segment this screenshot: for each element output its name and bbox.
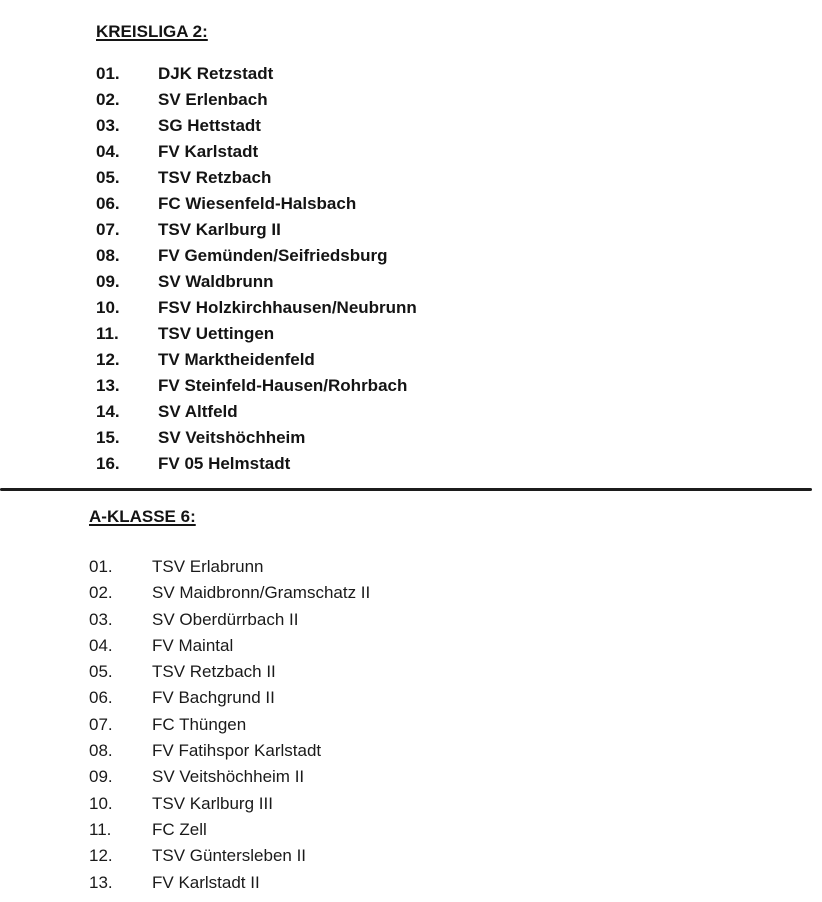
team-name: FC Zell — [152, 819, 207, 839]
team-name: FC Thüngen — [152, 714, 247, 734]
standings-row — [0, 791, 822, 817]
rank-number: 03. — [89, 609, 113, 629]
rank-number: 01. — [96, 64, 120, 83]
rank-number: 06. — [89, 688, 113, 708]
standings-row — [0, 554, 822, 580]
team-name: SV Waldbrunn — [158, 272, 274, 291]
standings-row — [0, 870, 822, 896]
team-name: DJK Retzstadt — [158, 64, 274, 83]
team-name: TSV Uettingen — [158, 324, 275, 343]
rank-number: 04. — [96, 142, 120, 161]
rank-number: 02. — [96, 90, 120, 109]
standings-row — [0, 685, 822, 711]
team-name: TSV Erlabrunn — [152, 557, 264, 576]
standings-row — [0, 61, 822, 87]
team-name: FV Steinfeld-Hausen/Rohrbach — [158, 376, 408, 395]
standings-row — [0, 321, 822, 347]
team-name: FV Maintal — [152, 635, 234, 655]
team-name: TSV Retzbach — [158, 168, 272, 187]
rank-number: 05. — [89, 662, 113, 682]
standings-row — [0, 373, 822, 399]
standings-row — [0, 607, 822, 633]
rank-number: 05. — [96, 168, 120, 187]
aklasse-standings-list — [0, 554, 822, 896]
standings-row — [0, 269, 822, 295]
rank-number: 15. — [96, 428, 120, 447]
team-name: SG Hettstadt — [158, 116, 261, 135]
team-name: TSV Karlburg III — [152, 793, 273, 813]
team-name: TV Marktheidenfeld — [158, 350, 315, 369]
team-name: SV Maidbronn/Gramschatz II — [152, 583, 371, 603]
team-name: SV Altfeld — [158, 402, 238, 421]
team-name: TSV Güntersleben II — [152, 846, 307, 866]
standings-row — [0, 817, 822, 843]
rank-number: 12. — [89, 846, 113, 866]
section-divider — [0, 488, 812, 491]
team-name: FV Gemünden/Seifriedsburg — [158, 246, 388, 265]
team-name: SV Erlenbach — [158, 90, 268, 109]
team-name: FV 05 Helmstadt — [158, 454, 291, 473]
rank-number: 12. — [96, 350, 120, 369]
team-name: SV Oberdürrbach II — [152, 609, 299, 629]
standings-row — [0, 113, 822, 139]
rank-number: 13. — [96, 376, 120, 395]
team-name: FV Karlstadt — [158, 142, 259, 161]
team-name: FSV Holzkirchhausen/Neubrunn — [158, 298, 417, 317]
rank-number: 04. — [89, 635, 113, 655]
standings-row — [0, 399, 822, 425]
team-name: SV Veitshöchheim II — [152, 767, 305, 787]
team-name: FV Bachgrund II — [152, 688, 275, 708]
team-name: SV Veitshöchheim — [158, 428, 306, 447]
standings-row — [0, 165, 822, 191]
rank-number: 09. — [96, 272, 120, 291]
standings-row — [0, 738, 822, 764]
rank-number: 14. — [96, 402, 120, 421]
rank-number: 13. — [89, 872, 113, 892]
rank-number: 07. — [96, 220, 120, 239]
standings-row — [0, 659, 822, 685]
standings-row — [0, 295, 822, 321]
team-name: FC Wiesenfeld-Halsbach — [158, 194, 357, 213]
rank-number: 10. — [96, 298, 120, 317]
standings-row — [0, 87, 822, 113]
rank-number: 06. — [96, 194, 120, 213]
standings-row — [0, 633, 822, 659]
kreisliga-title: KREISLIGA 2: — [96, 22, 208, 41]
rank-number: 02. — [89, 583, 113, 603]
aklasse-title: A-KLASSE 6: — [89, 507, 196, 526]
kreisliga-standings-list — [0, 61, 822, 477]
rank-number: 09. — [89, 767, 113, 787]
team-name: FV Fatihspor Karlstadt — [152, 741, 322, 761]
rank-number: 01. — [89, 557, 113, 576]
rank-number: 11. — [96, 324, 119, 343]
standings-row — [0, 425, 822, 451]
standings-row — [0, 243, 822, 269]
standings-row — [0, 347, 822, 373]
standings-row — [0, 712, 822, 738]
team-name: FV Karlstadt II — [152, 872, 260, 892]
rank-number: 08. — [96, 246, 120, 265]
rank-number: 03. — [96, 116, 120, 135]
standings-row — [0, 580, 822, 606]
standings-row — [0, 191, 822, 217]
rank-number: 07. — [89, 714, 113, 734]
rank-number: 16. — [96, 454, 120, 473]
standings-row — [0, 139, 822, 165]
team-name: TSV Retzbach II — [152, 662, 276, 682]
standings-row — [0, 843, 822, 869]
rank-number: 11. — [89, 819, 112, 839]
team-name: TSV Karlburg II — [158, 220, 281, 239]
standings-row — [0, 764, 822, 790]
standings-row — [0, 217, 822, 243]
rank-number: 10. — [89, 793, 113, 813]
rank-number: 08. — [89, 741, 113, 761]
standings-row — [0, 451, 822, 477]
